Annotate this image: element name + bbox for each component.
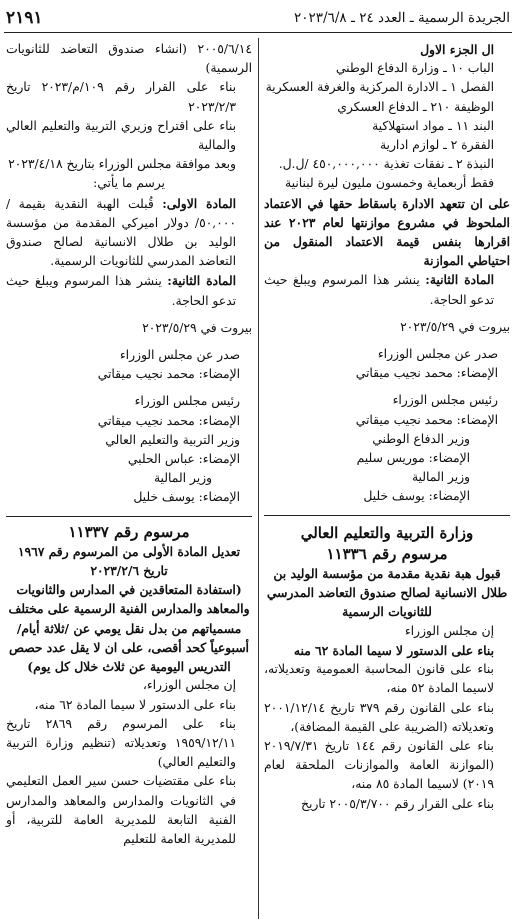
- page-number: ٢١٩١: [6, 8, 43, 28]
- signature-line: صدر عن مجلس الوزراء: [119, 348, 240, 363]
- decree-date: بيروت في ٢٠٢٣/٥/٢٩: [400, 319, 510, 334]
- legal-basis: بناء على الدستور لا سيما المادة ٦٢ منه،: [34, 697, 236, 712]
- signature-line: الإمضاء: محمد نجيب ميقاتي: [355, 412, 498, 427]
- budget-line: الفصل ١ ـ الادارة المركزية والغرفة العسكرية: [265, 80, 494, 95]
- signature-line: الإمضاء: عباس الحلبي: [127, 452, 240, 467]
- budget-line: الباب ١٠ ـ وزارة الدفاع الوطني: [335, 61, 494, 76]
- legal-basis: بناء على قانون المحاسبة العمومية وتعديلاته، لاسيما المادة ٥٢ منه،: [264, 662, 494, 696]
- signature-line: وزير التربية والتعليم العالي: [105, 432, 240, 447]
- legal-basis: بناء على القرار رقم ٢٠٠٥/٣/٧٠٠ تاريخ: [301, 796, 494, 811]
- decree-number: مرسوم رقم ١١٣٣٦: [326, 544, 448, 563]
- decree-subject: تعديل المادة الأولى من المرسوم رقم ١٩٦٧ تاريخ ٢٠٢٣/٢/٦: [17, 543, 241, 579]
- legal-basis: ٢٠٠٥/٦/١٤ (انشاء صندوق التعاضد للثانويات الرسمية): [6, 42, 252, 76]
- signature-line: الإمضاء: محمد نجيب ميقاتي: [97, 413, 240, 428]
- ministry-title: وزارة التربية والتعليم العالي: [300, 523, 474, 542]
- article-two: [264, 270, 510, 309]
- budget-line: البند ١١ ـ مواد استهلاكية: [372, 118, 494, 133]
- decree-intro: إن مجلس الوزراء،: [142, 678, 236, 693]
- page-header: [6, 8, 510, 32]
- budget-line: الفقرة ٢ ـ لوازم ادارية: [379, 138, 494, 153]
- signature-line: وزير المالية: [411, 470, 470, 485]
- decree-number: مرسوم رقم ١١٣٣٧: [68, 522, 190, 541]
- signature-line: صدر عن مجلس الوزراء: [377, 347, 498, 362]
- article-text: ينشر هذا المرسوم ويبلغ حيث تدعو الحاجة.: [6, 274, 236, 308]
- signature-line: وزير المالية: [153, 471, 212, 486]
- legal-basis: بناء على القانون رقم ١٤٤ تاريخ ٢٠١٩/٧/٣١ (الموازنة العامة والموازنات الملحقة لعام ٢٠١٩) لاسيما المادة ٨٥ منه،: [264, 738, 494, 792]
- article-label: المادة الاولى:: [162, 195, 236, 211]
- legal-basis: بناء على الدستور لا سيما المادة ٦٢ منه: [293, 642, 494, 658]
- decree-intro: إن مجلس الوزراء: [404, 623, 494, 638]
- signature-line: الإمضاء: يوسف خليل: [363, 489, 470, 504]
- signature-line: رئيس مجلس الوزراء: [134, 394, 240, 409]
- commitment-paragraph: على ان تتعهد الادارة باسقاط حقها في الاعتماد الملحوظ في مشروع موازنتها لعام ٢٠٢٣ عند اقرارها بنفس قيمة الاعتماد المنقول من احتياطي الموازنة: [264, 195, 510, 269]
- article-one: [6, 194, 252, 272]
- decrees-line: يرسم ما يأتي:: [93, 176, 165, 191]
- budget-line: النبذة ٢ ـ نفقات تغذية ٤٥٠,٠٠٠,٠٠٠ /ل.ل.: [278, 157, 494, 172]
- article-text: ينشر هذا المرسوم ويبلغ حيث تدعو الحاجة.: [264, 273, 494, 307]
- decree-subject-detail: (استفادة المتعاقدين في المدارس والثانويات والمعاهد والمدارس الفنية الرسمية على مختلف مسمياتهم من بدل نقل يومي عن /ثلاثة أيام/ أسبوعياً كحد أقصى، على ان لا يقل عدد حصص التدريس اليومية عن ثلاث خلال كل يوم): [8, 582, 250, 675]
- column-divider: [258, 38, 259, 919]
- part-heading: ال الجزء الاول: [420, 42, 494, 57]
- article-two: [6, 271, 252, 310]
- budget-line: الوظيفة ٢١٠ ـ الدفاع العسكري: [337, 99, 494, 114]
- legal-basis: بناء على القرار رقم ١٠٩/م/٢٠٢٣ تاريخ ٢٠٢٣/٢/٣: [6, 80, 236, 114]
- signature-line: الإمضاء: يوسف خليل: [133, 490, 240, 505]
- header-rule: [4, 32, 512, 33]
- signature-line: الإمضاء: محمد نجيب ميقاتي: [97, 367, 240, 382]
- article-label: المادة الثانية:: [425, 272, 495, 288]
- section-rule: [264, 515, 510, 516]
- decree-subject: قبول هبة نقدية مقدمة من مؤسسة الوليد بن طلال الانسانية لصالح صندوق التعاضد المدرسي للثانويات الرسمية: [266, 566, 508, 620]
- signature-line: الإمضاء: محمد نجيب ميقاتي: [355, 366, 498, 381]
- section-rule: [6, 516, 252, 517]
- legal-basis: بناء على مقتضيات حسن سير العمل التعليمي في الثانويات والمدارس والمعاهد والمدارس الفنية التابعة للمديرية العامة للتربية، أو للمديرية العامة للتعليم: [6, 774, 236, 846]
- left-column: [6, 40, 252, 849]
- article-label: المادة الثانية:: [167, 273, 237, 289]
- right-column: [264, 40, 510, 814]
- legal-basis: بناء على اقتراح وزيري التربية والتعليم العالي والمالية: [6, 118, 236, 153]
- signature-line: الإمضاء: موريس سليم: [356, 451, 470, 466]
- budget-line: فقط أربعماية وخمسون مليون ليرة لبنانية: [285, 176, 494, 191]
- decree-date: بيروت في ٢٠٢٣/٥/٢٩: [142, 320, 252, 335]
- issue-title: الجريدة الرسمية ـ العدد ٢٤ ـ ٢٠٢٣/٦/٨: [294, 10, 510, 26]
- signature-line: وزير الدفاع الوطني: [372, 431, 470, 446]
- legal-basis: بناء على المرسوم رقم ٢٨٦٩ تاريخ ١٩٥٩/١٢/١١ وتعديلاته (تنظيم وزارة التربية والتعليم العالي): [6, 716, 236, 770]
- legal-basis: بناء على القانون رقم ٣٧٩ تاريخ ٢٠٠١/١٢/١٤ وتعديلاته (الضريبة على القيمة المضافة)،: [264, 700, 494, 734]
- signature-line: رئيس مجلس الوزراء: [392, 393, 498, 408]
- legal-basis: وبعد موافقة مجلس الوزراء بتاريخ ٢٠٢٣/٤/١٨: [8, 157, 236, 172]
- article-text: قُبلت الهبة النقدية بقيمة /٥٠,٠٠٠/ دولار اميركي المقدمة من مؤسسة الوليد بن طلال الانسانية لصالح صندوق التعاضد المدرسي للثانويات الرسمية.: [6, 196, 236, 269]
